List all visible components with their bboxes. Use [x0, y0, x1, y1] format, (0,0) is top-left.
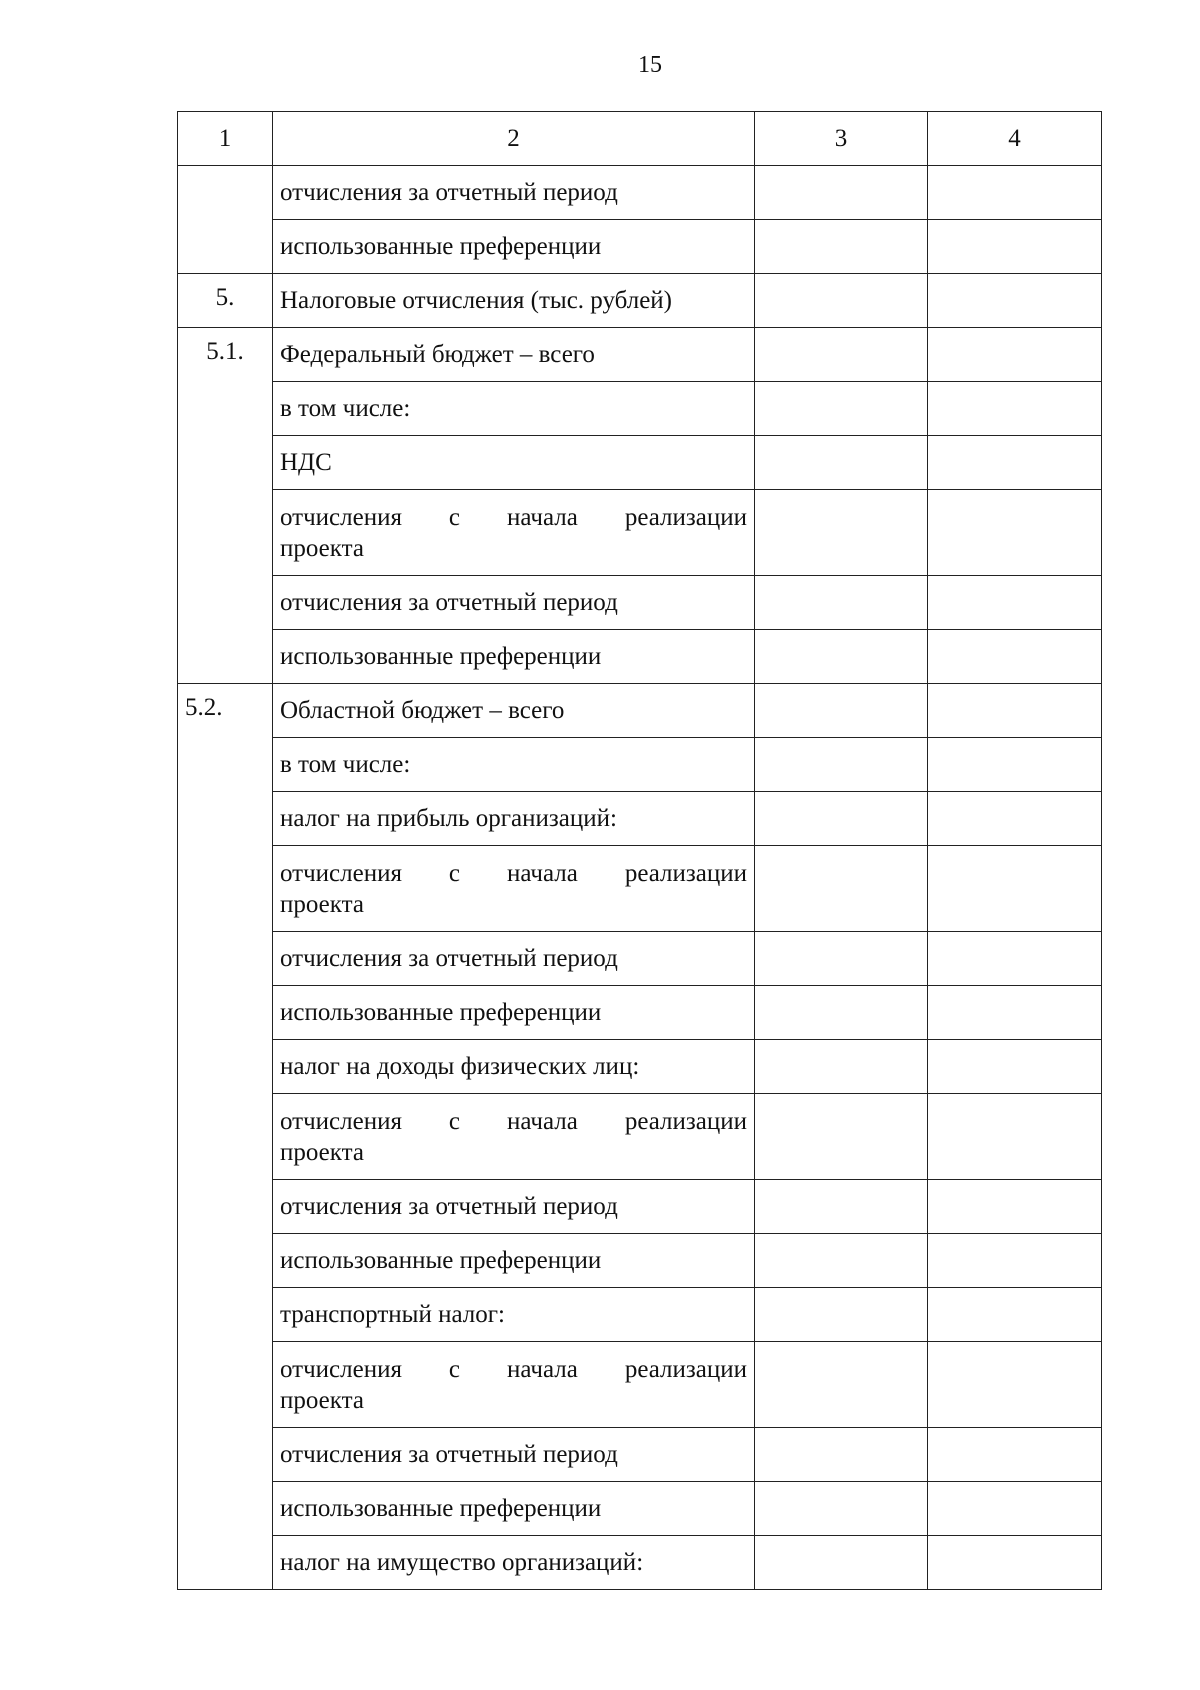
- row-label: отчисления за отчетный период: [273, 1428, 755, 1482]
- header-cell-3: 3: [755, 112, 928, 166]
- value-cell-3: [755, 382, 928, 436]
- row-label: [273, 846, 755, 932]
- value-cell-4: [928, 792, 1102, 846]
- value-cell-4: [928, 1482, 1102, 1536]
- row-label-line: проекта: [280, 1386, 364, 1414]
- value-cell-4: [928, 576, 1102, 630]
- table-row: [178, 576, 1102, 630]
- row-label: в том числе:: [273, 738, 755, 792]
- table-row: [178, 328, 1102, 382]
- page-number: 15: [638, 52, 662, 78]
- row-label-line: отчисления с начала реализации: [280, 503, 747, 531]
- value-cell-3: [755, 1342, 928, 1428]
- value-cell-3: [755, 576, 928, 630]
- row-label: отчисления за отчетный период: [273, 576, 755, 630]
- row-label: транспортный налог:: [273, 1288, 755, 1342]
- table-row: [178, 220, 1102, 274]
- table-row: [178, 932, 1102, 986]
- table-row: [178, 684, 1102, 738]
- row-label-line: проекта: [280, 890, 364, 918]
- data-table: [177, 111, 1102, 1590]
- row-label: отчисления за отчетный период: [273, 1180, 755, 1234]
- value-cell-4: [928, 436, 1102, 490]
- table-row: [178, 1288, 1102, 1342]
- value-cell-4: [928, 1040, 1102, 1094]
- value-cell-4: [928, 1288, 1102, 1342]
- value-cell-3: [755, 1234, 928, 1288]
- value-cell-3: [755, 986, 928, 1040]
- value-cell-3: [755, 1536, 928, 1590]
- value-cell-4: [928, 846, 1102, 932]
- row-label: использованные преференции: [273, 220, 755, 274]
- value-cell-4: [928, 274, 1102, 328]
- table-row: [178, 382, 1102, 436]
- value-cell-3: [755, 328, 928, 382]
- value-cell-4: [928, 1094, 1102, 1180]
- row-label: использованные преференции: [273, 630, 755, 684]
- value-cell-3: [755, 1482, 928, 1536]
- value-cell-3: [755, 846, 928, 932]
- row-label-line: проекта: [280, 534, 364, 562]
- table-row: [178, 166, 1102, 220]
- table-row: [178, 630, 1102, 684]
- table-row: [178, 1428, 1102, 1482]
- table-row: [178, 846, 1102, 932]
- table-row: [178, 436, 1102, 490]
- value-cell-4: [928, 1180, 1102, 1234]
- row-label: НДС: [273, 436, 755, 490]
- header-cell-4: 4: [928, 112, 1102, 166]
- value-cell-3: [755, 436, 928, 490]
- row-label: использованные преференции: [273, 1234, 755, 1288]
- value-cell-3: [755, 684, 928, 738]
- table-row: [178, 1234, 1102, 1288]
- row-label-line: отчисления с начала реализации: [280, 1355, 747, 1383]
- value-cell-4: [928, 490, 1102, 576]
- value-cell-3: [755, 738, 928, 792]
- table-row: [178, 1482, 1102, 1536]
- table-row: [178, 1536, 1102, 1590]
- value-cell-3: [755, 1094, 928, 1180]
- row-label-line: отчисления с начала реализации: [280, 1107, 747, 1135]
- row-label-line: отчисления с начала реализации: [280, 859, 747, 887]
- value-cell-4: [928, 630, 1102, 684]
- row-label: налог на доходы физических лиц:: [273, 1040, 755, 1094]
- value-cell-4: [928, 220, 1102, 274]
- row-label: налог на имущество организаций:: [273, 1536, 755, 1590]
- row-label: [273, 1342, 755, 1428]
- row-number-cell: [178, 166, 273, 274]
- header-cell-1: 1: [178, 112, 273, 166]
- row-label: Областной бюджет – всего: [273, 684, 755, 738]
- value-cell-4: [928, 328, 1102, 382]
- value-cell-3: [755, 1288, 928, 1342]
- row-label-line: проекта: [280, 1138, 364, 1166]
- row-label: налог на прибыль организаций:: [273, 792, 755, 846]
- row-label: отчисления за отчетный период: [273, 166, 755, 220]
- row-number-cell: 5.: [178, 274, 273, 328]
- table-row: [178, 1180, 1102, 1234]
- table-row: [178, 738, 1102, 792]
- value-cell-4: [928, 986, 1102, 1040]
- table-row: [178, 792, 1102, 846]
- value-cell-4: [928, 1428, 1102, 1482]
- table-header-row: [178, 112, 1102, 166]
- value-cell-4: [928, 738, 1102, 792]
- row-label: отчисления за отчетный период: [273, 932, 755, 986]
- value-cell-4: [928, 1234, 1102, 1288]
- row-number-cell: 5.2.: [178, 684, 273, 1590]
- value-cell-3: [755, 490, 928, 576]
- value-cell-3: [755, 1180, 928, 1234]
- row-label: использованные преференции: [273, 986, 755, 1040]
- value-cell-4: [928, 166, 1102, 220]
- value-cell-3: [755, 220, 928, 274]
- value-cell-3: [755, 274, 928, 328]
- value-cell-4: [928, 932, 1102, 986]
- row-label: [273, 490, 755, 576]
- value-cell-3: [755, 166, 928, 220]
- table-row: [178, 986, 1102, 1040]
- header-cell-2: 2: [273, 112, 755, 166]
- row-number-cell: 5.1.: [178, 328, 273, 684]
- value-cell-4: [928, 1342, 1102, 1428]
- row-label: [273, 1094, 755, 1180]
- row-label: Налоговые отчисления (тыс. рублей): [273, 274, 755, 328]
- table-row: [178, 490, 1102, 576]
- value-cell-3: [755, 1040, 928, 1094]
- row-label: в том числе:: [273, 382, 755, 436]
- table-row: [178, 1094, 1102, 1180]
- table-row: [178, 1342, 1102, 1428]
- table-row: [178, 274, 1102, 328]
- table-row: [178, 1040, 1102, 1094]
- value-cell-4: [928, 684, 1102, 738]
- value-cell-3: [755, 630, 928, 684]
- value-cell-3: [755, 1428, 928, 1482]
- value-cell-4: [928, 1536, 1102, 1590]
- row-label: использованные преференции: [273, 1482, 755, 1536]
- row-label: Федеральный бюджет – всего: [273, 328, 755, 382]
- value-cell-3: [755, 932, 928, 986]
- value-cell-3: [755, 792, 928, 846]
- value-cell-4: [928, 382, 1102, 436]
